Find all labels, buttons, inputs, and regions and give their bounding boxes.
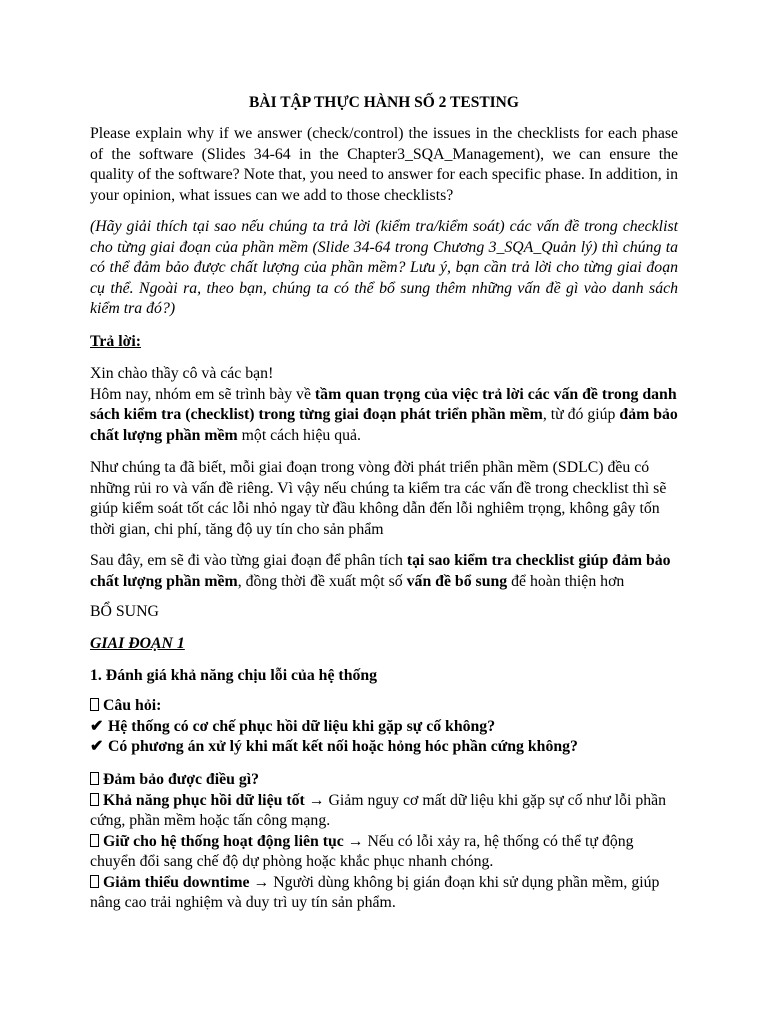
question-text: Hệ thống có cơ chế phục hồi dữ liệu khi gặp sự cố không?	[107, 717, 496, 735]
next-text-mid: , đồng thời đề xuất một số	[237, 572, 407, 590]
ensure-label: Đảm bảo được điều gì?	[103, 771, 260, 788]
ensure-item-text: Nếu có lỗi xảy ra, hệ thống có thể tự động chuyển đổi sang chế độ dự phòng hoặc khắc phục nhanh chóng.	[90, 832, 634, 870]
missing-glyph-icon	[90, 875, 99, 888]
missing-glyph-icon	[90, 698, 99, 711]
document-title: BÀI TẬP THỰC HÀNH SỐ 2 TESTING	[249, 94, 519, 111]
intro-text: Hôm nay, nhóm em sẽ trình bày về	[90, 385, 315, 403]
answer-heading: Trả lời:	[90, 333, 142, 350]
next-text: Sau đây, em sẽ đi vào từng giai đoạn để phân tích	[90, 552, 407, 569]
ensure-item-title: Giữ cho hệ thống hoạt động liên tục	[103, 832, 344, 850]
greeting: Xin chào thầy cô và các bạn!	[90, 365, 274, 382]
intro-text-mid: , từ đó giúp	[542, 406, 620, 423]
intro-block	[90, 364, 678, 446]
next-text-end: để hoàn thiện hơn	[507, 572, 625, 590]
missing-glyph-icon	[90, 772, 99, 785]
section-title: 1. Đánh giá khả năng chịu lỗi của hệ thống	[90, 667, 378, 684]
arrow-icon: →	[253, 873, 270, 891]
check-icon: ✔	[90, 717, 104, 735]
next-paragraph	[90, 551, 678, 592]
ensure-item	[90, 832, 678, 873]
missing-glyph-icon	[90, 793, 99, 806]
check-icon: ✔	[90, 738, 104, 755]
ensure-item	[90, 873, 678, 914]
ensure-item-title: Giảm thiểu downtime	[103, 873, 250, 891]
question-text: Có phương án xử lý khi mất kết nối hoặc hỏng hóc phần cứng không?	[107, 738, 578, 755]
intro-bold-quality: đảm bảo chất lượng phần mềm	[90, 406, 678, 444]
intro-paragraph	[90, 386, 678, 444]
ensure-item-text: Giảm nguy cơ mất dữ liệu khi gặp sự cố như lỗi phần cứng, phần mềm hoặc tấn công mạng.	[90, 791, 667, 829]
ensure-item	[90, 791, 678, 832]
question-item	[90, 717, 678, 738]
questions-label: Câu hỏi:	[103, 697, 162, 714]
ensure-block	[90, 770, 678, 914]
intro-text-end: một cách hiệu quả.	[237, 426, 361, 444]
ensure-item-text: Người dùng không bị gián đoạn khi sử dụng phần mềm, giúp nâng cao trải nghiệm và duy trì uy tín sản phẩm.	[90, 873, 660, 911]
arrow-icon: →	[347, 832, 364, 850]
question-english: Please explain why if we answer (check/control) the issues in the checklists for each phase of the software (Slides 34-64 in the Chapter3_SQA_Management), we can ensure the quality of the software? Note that, you need to answer for each specific phase. In addition, in your opinion, what issues can we add to those checklists?	[90, 125, 678, 204]
sdlc-paragraph: Như chúng ta đã biết, mỗi giai đoạn trong vòng đời phát triển phần mềm (SDLC) đều có những rủi ro và vấn đề riêng. Vì vậy nếu chúng ta kiểm tra các vấn đề trong checklist thì sẽ giúp kiểm soát tốt các lỗi nhỏ ngay từ đầu không dẫn đến lỗi nghiêm trọng, không gây tốn thời gian, chi phí, tăng độ uy tín cho sản phẩm	[90, 459, 667, 538]
ensure-item-title: Khả năng phục hồi dữ liệu tốt	[103, 791, 305, 809]
arrow-icon: →	[308, 791, 325, 809]
questions-label-line	[90, 696, 678, 717]
questions-block	[90, 696, 678, 758]
ensure-label-line	[90, 770, 678, 791]
next-bold-checklist: tại sao kiểm tra checklist giúp đảm bảo chất lượng phần mềm	[90, 552, 671, 590]
missing-glyph-icon	[90, 834, 99, 847]
intro-bold-importance: tầm quan trọng của việc trả lời các vấn đề trong danh sách kiểm tra (checklist) trong từng giai đoạn phát triển phần mềm	[90, 385, 677, 423]
supplement-label: BỔ SUNG	[90, 603, 159, 620]
phase-heading: GIAI ĐOẠN 1	[90, 635, 185, 652]
next-bold-additional: vấn đề bổ sung	[406, 572, 508, 590]
question-item	[90, 737, 678, 758]
question-vietnamese: (Hãy giải thích tại sao nếu chúng ta trả lời (kiểm tra/kiểm soát) các vấn đề trong checklist cho từng giai đoạn của phần mềm (Slide 34-64 trong Chương 3_SQA_Quản lý) thì chúng ta có thể đảm bảo được chất lượng của phần mềm? Lưu ý, bạn cần trả lời cho từng giai đoạn cụ thể. Ngoài ra, theo bạn, chúng ta có thể bổ sung thêm những vấn đề gì vào danh sách kiểm tra đó?)	[90, 218, 678, 317]
